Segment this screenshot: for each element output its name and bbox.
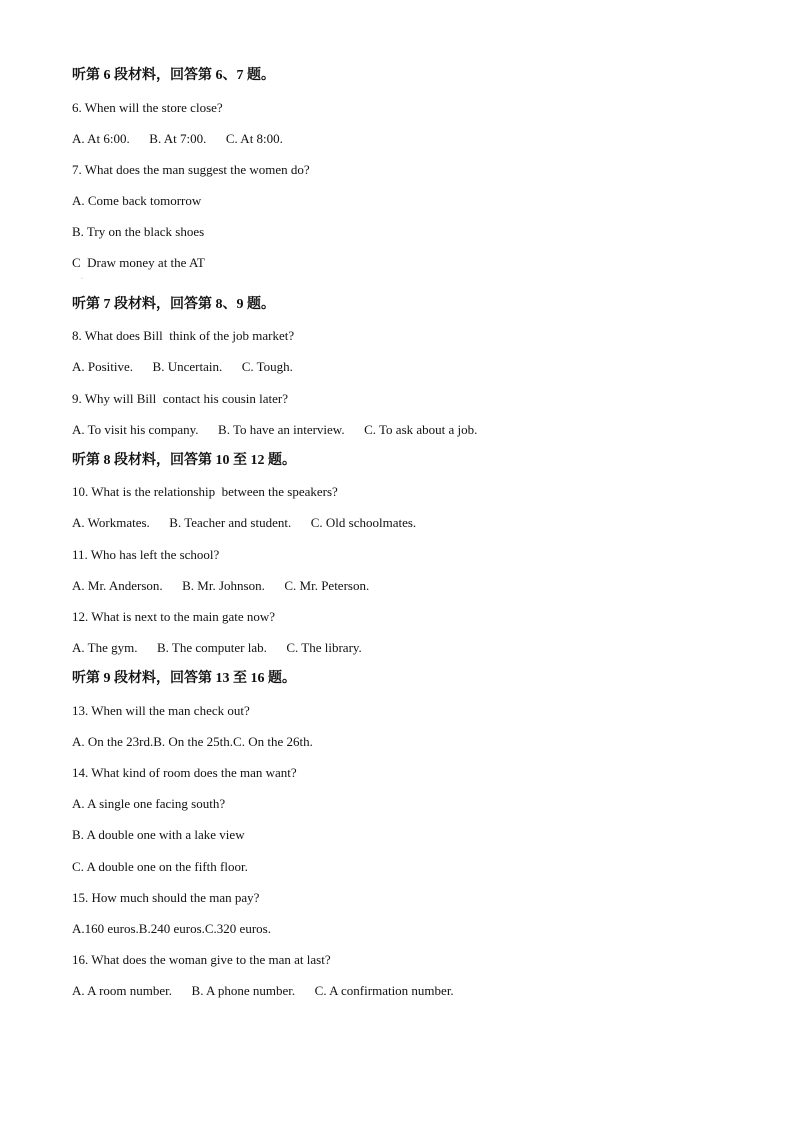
question-text: 6. When will the store close?: [72, 100, 223, 115]
section-heading: 听第 6 段材料，回答第 6、7 题。: [72, 68, 275, 83]
section-heading: 听第 7 段材料，回答第 8、9 题。: [72, 297, 275, 312]
answer-options: A. Mr. Anderson. B. Mr. Johnson. C. Mr. Peterson.: [72, 578, 370, 593]
section-heading: 听第 9 段材料，回答第 13 至 16 题。: [72, 671, 296, 686]
answer-option: B. A double one with a lake view: [72, 827, 245, 842]
question-text: 13. When will the man check out?: [72, 703, 250, 718]
question-text: 14. What kind of room does the man want?: [72, 765, 297, 780]
question-text: 11. Who has left the school?: [72, 547, 220, 562]
answer-options: A. Workmates. B. Teacher and student. C. Old schoolmates.: [72, 515, 417, 530]
section-heading: 听第 8 段材料，回答第 10 至 12 题。: [72, 453, 296, 468]
answer-option: A. Come back tomorrow: [72, 193, 202, 208]
answer-option: C. A double one on the fifth floor.: [72, 859, 248, 874]
answer-options: A. The gym. B. The computer lab. C. The library.: [72, 640, 362, 655]
answer-option: A. A single one facing south?: [72, 796, 226, 811]
answer-options: A.160 euros.B.240 euros.C.320 euros.: [72, 921, 271, 936]
question-text: 7. What does the man suggest the women do?: [72, 162, 310, 177]
answer-options: A. At 6:00. B. At 7:00. C. At 8:00.: [72, 131, 283, 146]
answer-options: A. A room number. B. A phone number. C. A confirmation number.: [72, 983, 454, 998]
question-text: 8. What does Bill think of the job market?: [72, 328, 295, 343]
question-text: 12. What is next to the main gate now?: [72, 609, 276, 624]
answer-options: A. Positive. B. Uncertain. C. Tough.: [72, 359, 293, 374]
question-text: 15. How much should the man pay?: [72, 890, 260, 905]
answer-options: A. On the 23rd.B. On the 25th.C. On the 26th.: [72, 734, 313, 749]
question-text: 9. Why will Bill contact his cousin later?: [72, 391, 289, 406]
stray-mark: ·: [81, 276, 83, 282]
answer-options: A. To visit his company. B. To have an interview. C. To ask about a job.: [72, 422, 478, 437]
question-text: 10. What is the relationship between the speakers?: [72, 484, 338, 499]
question-text: 16. What does the woman give to the man at last?: [72, 952, 331, 967]
answer-option: C Draw money at the AT: [72, 255, 205, 270]
answer-option: B. Try on the black shoes: [72, 224, 205, 239]
